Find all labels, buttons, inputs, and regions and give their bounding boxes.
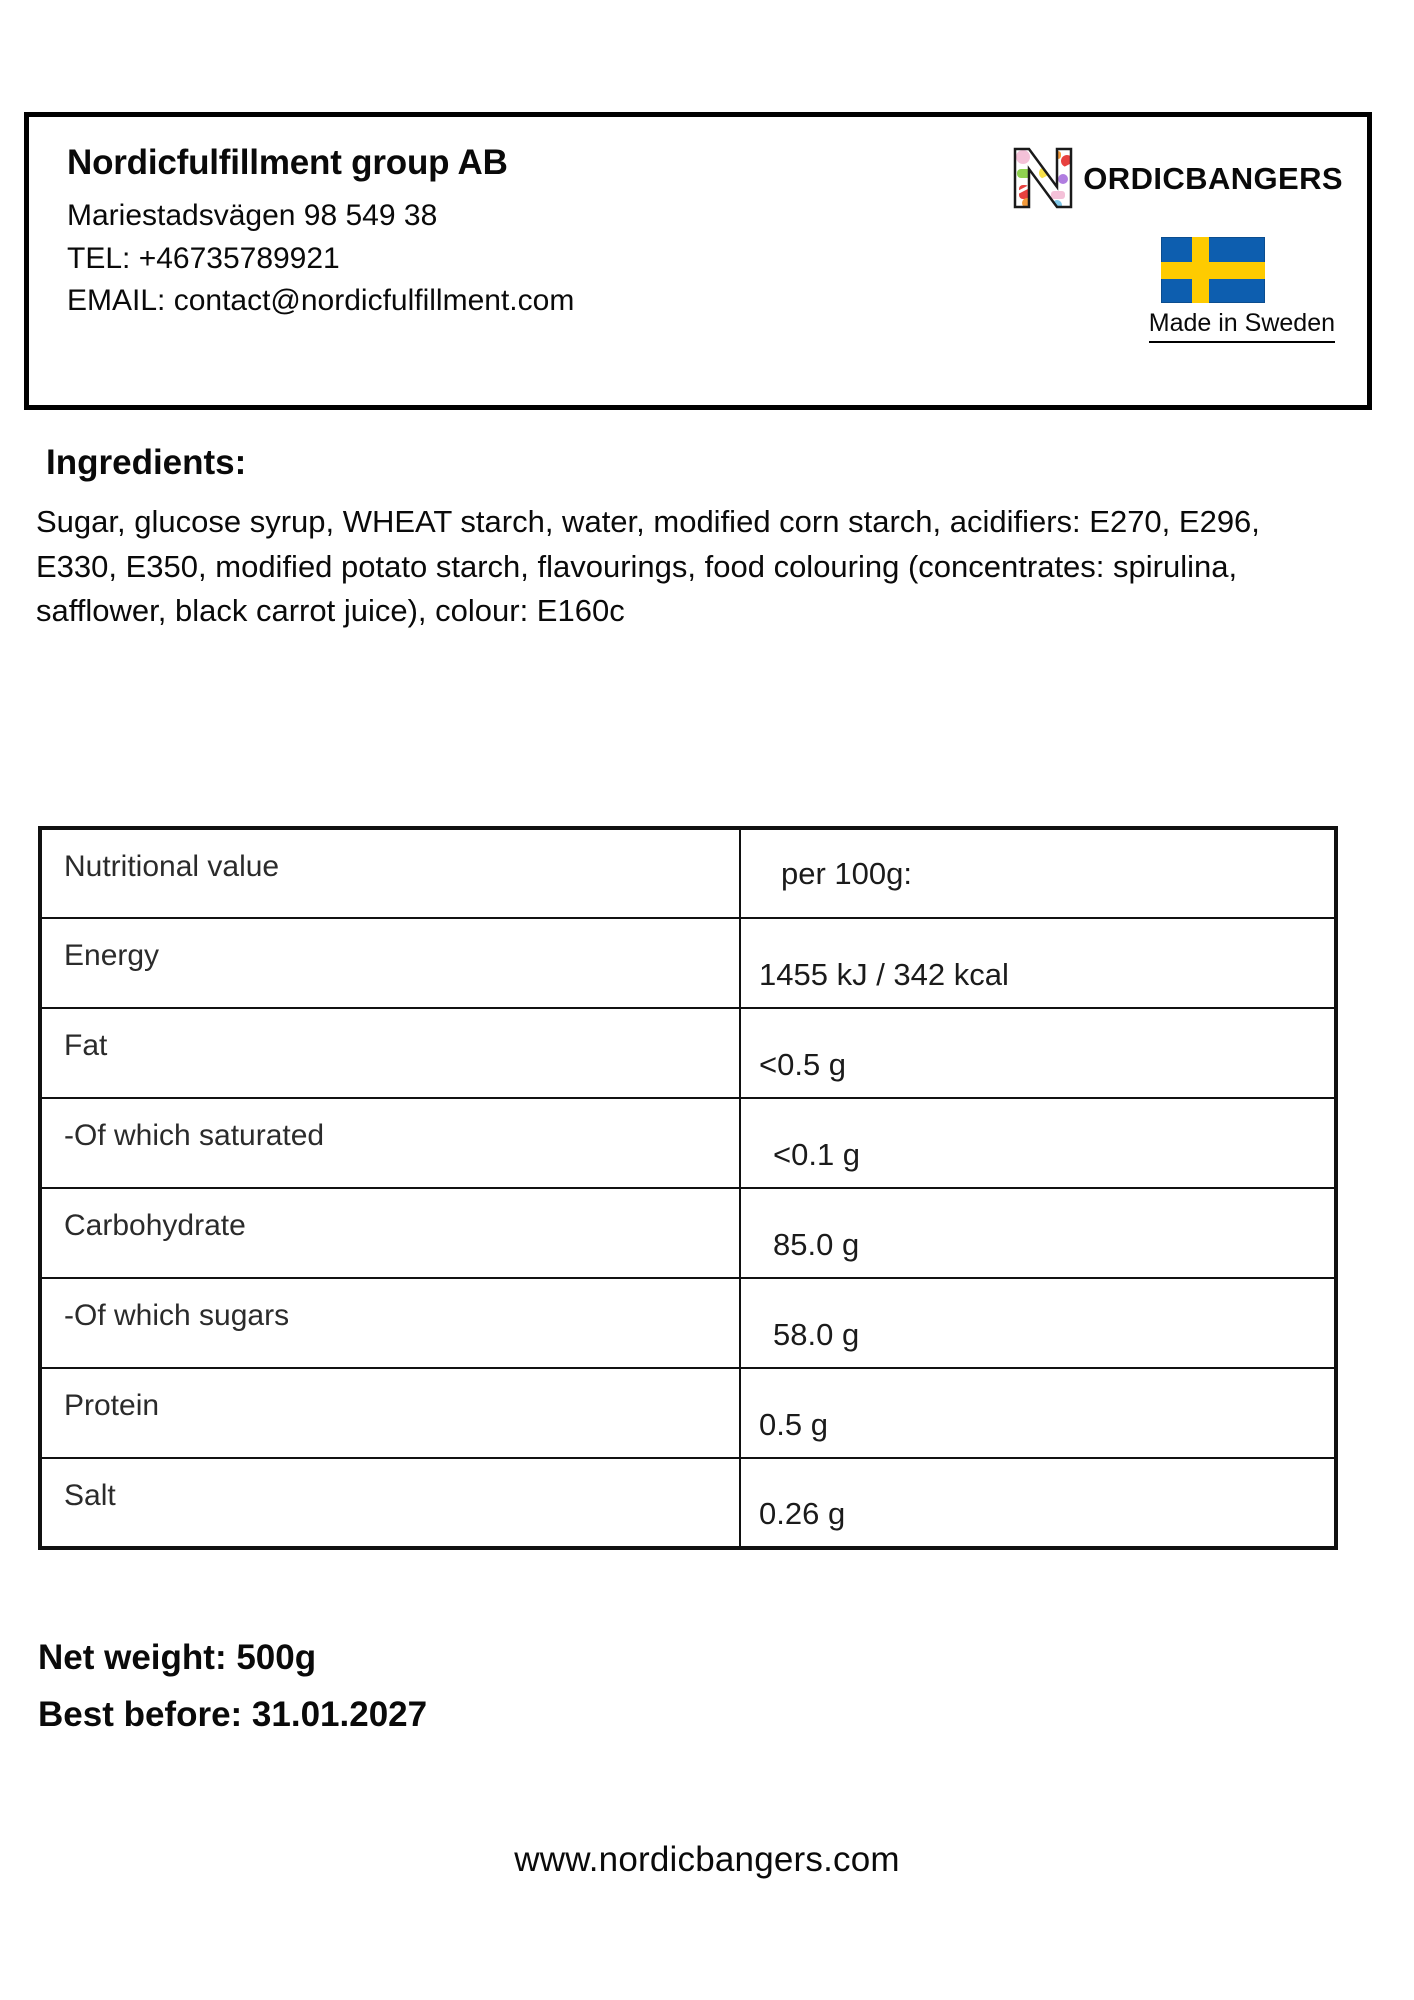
table-row (40, 1098, 1336, 1188)
candy-letter-n-icon (1005, 139, 1083, 217)
company-address: Mariestadsvägen 98 549 38 (67, 199, 438, 232)
brand-column (937, 117, 1367, 343)
brand-logo (1005, 139, 1343, 217)
best-before-label: Best before: 31.01.2027 (38, 1695, 428, 1734)
row-value-saturated: <0.1 g (740, 1098, 1336, 1188)
nutrition-header-value: per 100g: (740, 828, 1336, 918)
ingredients-heading: Ingredients: (46, 443, 247, 482)
brand-name: ORDICBANGERS (1083, 160, 1343, 196)
company-header-box (24, 112, 1372, 410)
row-label-saturated: -Of which saturated (40, 1098, 740, 1188)
ingredients-text: Sugar, glucose syrup, WHEAT starch, water, modified corn starch, acidifiers: E270, E296, E330, E350, modified potato starch, flavourings, food colouring (concentrates: spirulina, safflower, black carrot juice), colour: E160c (36, 504, 1260, 629)
row-label-salt: Salt (40, 1458, 740, 1548)
company-email: EMAIL: contact@nordicfulfillment.com (67, 284, 575, 318)
website-url: www.nordicbangers.com (514, 1840, 900, 1879)
made-in-sweden-block (1161, 237, 1265, 303)
company-name: Nordicfulfillment group AB (67, 143, 508, 182)
company-telephone: TEL: +46735789921 (67, 241, 340, 275)
nutrition-header-label: Nutritional value (40, 828, 740, 918)
flag-horizontal-stripe (1161, 262, 1265, 279)
table-row (40, 1368, 1336, 1458)
net-weight-label: Net weight: 500g (38, 1638, 317, 1677)
swedish-flag-icon (1161, 237, 1265, 303)
row-value-carbohydrate: 85.0 g (740, 1188, 1336, 1278)
row-value-sugars: 58.0 g (740, 1278, 1336, 1368)
row-value-salt: 0.26 g (740, 1458, 1336, 1548)
table-row (40, 1458, 1336, 1548)
row-label-carbohydrate: Carbohydrate (40, 1188, 740, 1278)
table-row (40, 1008, 1336, 1098)
table-row (40, 1278, 1336, 1368)
row-label-protein: Protein (40, 1368, 740, 1458)
row-value-energy: 1455 kJ / 342 kcal (740, 918, 1336, 1008)
table-header-row (40, 828, 1336, 918)
row-label-energy: Energy (40, 918, 740, 1008)
row-value-protein: 0.5 g (740, 1368, 1336, 1458)
row-label-sugars: -Of which sugars (40, 1278, 740, 1368)
table-row (40, 918, 1336, 1008)
nutrition-table (38, 826, 1338, 1550)
table-row (40, 1188, 1336, 1278)
row-value-fat: <0.5 g (740, 1008, 1336, 1098)
company-details (29, 117, 937, 323)
row-label-fat: Fat (40, 1008, 740, 1098)
made-in-label: Made in Sweden (1149, 309, 1335, 343)
